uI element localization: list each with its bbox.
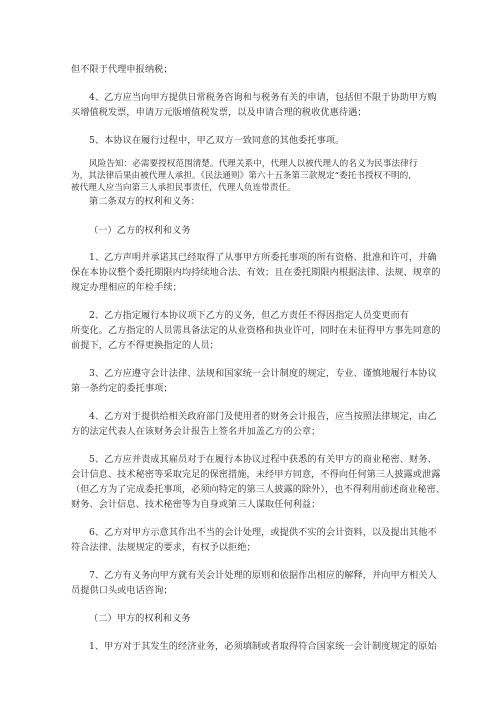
text-line: 4、乙方应当向甲方提供日常税务咨询和与税务有关的申请，包括但不限于协助甲方购	[89, 92, 437, 103]
risk-note-line: 被代理人应当向第三人承担民事责任，代理人负连带责任。	[71, 183, 296, 193]
text-line: 规定办理相应的年检手续；	[71, 282, 182, 293]
text-line: （但乙方为了完成委托事项，必须向特定的第三人披露的除外），也不得利用前述商业秘密、	[71, 484, 446, 495]
text-line: 所变化。乙方指定的人员需具备法定的从业资格和执业许可，同时在未征得甲方事先同意的	[71, 325, 441, 336]
risk-note-line: 风险告知：必需要授权范围清楚。代理关系中，代理人以被代理人的名义为民事法律行	[89, 159, 418, 169]
section-heading: 第二条双方的权利和义务：	[89, 196, 200, 207]
text-line: 5、乙方应并责成其雇员对于在履行本协议过程中获悉的有关甲方的商业秘密、财务、	[89, 454, 437, 465]
text-line: 第一条约定的委托事项；	[71, 383, 173, 394]
text-line: 6、乙方对甲方示意其作出不当的会计处理，或提供不实的会计资料，以及提出其他不	[89, 527, 437, 538]
text-line: 3、乙方应遵守会计法律、法规和国家统一会计制度的规定，专业、谨慎地履行本协议	[89, 368, 437, 379]
text-line: 方的法定代表人在该财务会计报告上签名并加盖乙方的公章；	[71, 426, 321, 437]
text-line: 符合法律、法规规定的要求，有权予以拒绝；	[71, 542, 256, 553]
text-line: 会计信息、技术秘密等采取完足的保密措施，未经甲方同意，不得向任何第三人披露或泄露	[71, 469, 441, 480]
text-line: 7、乙方有义务向甲方就有关会计处理的原则和依据作出相应的解释，并向甲方相关人	[89, 570, 437, 581]
text-line: 4、乙方对于提供给相关政府部门及使用者的财务会计报告，应当按照法律规定，由乙	[89, 411, 437, 422]
text-line: 2、乙方指定履行本协议项下乙方的义务，但乙方责任不得因指定人员变更而有	[89, 310, 409, 321]
text-line: 1、甲方对于其发生的经济业务，必须填制或者取得符合国家统一会计制度规定的原始	[89, 641, 437, 652]
risk-note-line: 为，其法律后果由被代理人承担。《民法通则》第六十五条第三款规定“委托书授权不明的，	[71, 171, 417, 181]
subsection-heading: （二）甲方的权利和义务	[89, 613, 191, 624]
text-line: 保在本协议整个委托期限内均持续地合法、有效；且在委托期限内根据法律、法规、规章的	[71, 267, 441, 278]
text-line: 1、乙方声明并承诺其已经取得了从事甲方所委托事项的所有资格、批准和许可，并确	[89, 252, 437, 263]
subsection-heading: （一）乙方的权利和义务	[89, 225, 191, 236]
text-line: 但不限于代理申报纳税；	[71, 64, 173, 75]
text-line: 财务、会计信息、技术秘密等为自身或第三人谋取任何利益；	[71, 499, 321, 510]
text-line: 5、本协议在履行过程中，甲乙双方一致同意的其他委托事项。	[89, 135, 345, 146]
text-line: 买增值税发票，申请万元版增值税发票，以及申请合理的税收优惠待遇；	[71, 107, 367, 118]
text-line: 前提下，乙方不得更换指定的人员；	[71, 340, 219, 351]
text-line: 员提供口头或电话咨询；	[71, 585, 173, 596]
